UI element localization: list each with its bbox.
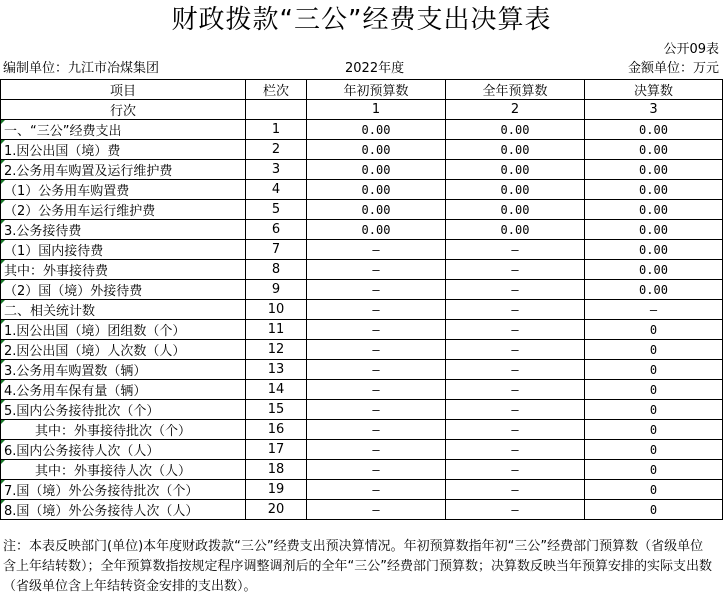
table-row bbox=[1, 260, 723, 280]
row-number: 1 bbox=[246, 120, 307, 140]
table-row bbox=[1, 500, 723, 520]
row-number: 12 bbox=[246, 340, 307, 360]
table-row bbox=[1, 360, 723, 380]
row-item: 2.因公出国（境）人次数（人） bbox=[1, 340, 246, 360]
row-number: 14 bbox=[246, 380, 307, 400]
table-row bbox=[1, 280, 723, 300]
row-number: 11 bbox=[246, 320, 307, 340]
table-row bbox=[1, 460, 723, 480]
row-item: （1）国内接待费 bbox=[1, 240, 246, 260]
form-number: 公开09表 bbox=[663, 42, 719, 57]
row-full-year-budget: 0.00 bbox=[446, 200, 585, 220]
table-row bbox=[1, 200, 723, 220]
row-initial-budget: — bbox=[307, 300, 446, 320]
row-final-accounts: 0 bbox=[585, 380, 723, 400]
table-row bbox=[1, 320, 723, 340]
row-item: 其中：外事接待批次（个） bbox=[1, 420, 246, 440]
row-initial-budget: 0.00 bbox=[307, 220, 446, 240]
row-full-year-budget: 0.00 bbox=[446, 140, 585, 160]
row-full-year-budget: — bbox=[446, 300, 585, 320]
row-full-year-budget: — bbox=[446, 240, 585, 260]
row-item: 二、相关统计数 bbox=[1, 300, 246, 320]
table-row bbox=[1, 380, 723, 400]
cell-marker-icon bbox=[1, 120, 5, 124]
table-row bbox=[1, 480, 723, 500]
table-row bbox=[1, 240, 723, 260]
header-initial-budget: 年初预算数 bbox=[307, 80, 446, 100]
cell-marker-icon bbox=[1, 460, 5, 464]
row-final-accounts: — bbox=[585, 300, 723, 320]
cell-marker-icon bbox=[1, 480, 5, 484]
expenditure-table bbox=[0, 79, 723, 520]
cell-marker-icon bbox=[1, 160, 5, 164]
row-final-accounts: 0.00 bbox=[585, 280, 723, 300]
cell-marker-icon bbox=[1, 200, 5, 204]
row-item: 2.公务用车购置及运行维护费 bbox=[1, 160, 246, 180]
cell-marker-icon bbox=[1, 240, 5, 244]
row-initial-budget: — bbox=[307, 480, 446, 500]
row-full-year-budget: — bbox=[446, 360, 585, 380]
row-number: 7 bbox=[246, 240, 307, 260]
index-col-2: 2 bbox=[446, 100, 585, 120]
header-item: 项目 bbox=[1, 80, 246, 100]
table-row bbox=[1, 440, 723, 460]
row-final-accounts: 0 bbox=[585, 420, 723, 440]
cell-marker-icon bbox=[1, 300, 5, 304]
header-row bbox=[1, 80, 723, 100]
cell-marker-icon bbox=[1, 500, 5, 504]
row-full-year-budget: — bbox=[446, 320, 585, 340]
table-row bbox=[1, 420, 723, 440]
row-final-accounts: 0.00 bbox=[585, 160, 723, 180]
row-item: （2）国（境）外接待费 bbox=[1, 280, 246, 300]
row-full-year-budget: — bbox=[446, 500, 585, 520]
row-item: 6.国内公务接待人次（人） bbox=[1, 440, 246, 460]
row-item: 7.国（境）外公务接待批次（个） bbox=[1, 480, 246, 500]
row-number: 17 bbox=[246, 440, 307, 460]
compiling-unit: 编制单位：九江市冶煤集团 bbox=[3, 61, 160, 76]
row-number: 10 bbox=[246, 300, 307, 320]
table-row bbox=[1, 160, 723, 180]
header-column-number: 栏次 bbox=[246, 80, 307, 100]
row-number: 9 bbox=[246, 280, 307, 300]
row-initial-budget: 0.00 bbox=[307, 180, 446, 200]
row-final-accounts: 0 bbox=[585, 400, 723, 420]
row-number: 4 bbox=[246, 180, 307, 200]
row-initial-budget: — bbox=[307, 340, 446, 360]
row-final-accounts: 0.00 bbox=[585, 180, 723, 200]
row-item: 其中：外事接待人次（人） bbox=[1, 460, 246, 480]
row-full-year-budget: — bbox=[446, 480, 585, 500]
row-full-year-budget: 0.00 bbox=[446, 160, 585, 180]
row-full-year-budget: 0.00 bbox=[446, 120, 585, 140]
cell-marker-icon bbox=[1, 180, 5, 184]
cell-marker-icon bbox=[1, 440, 5, 444]
row-number: 13 bbox=[246, 360, 307, 380]
table-row bbox=[1, 340, 723, 360]
row-full-year-budget: — bbox=[446, 380, 585, 400]
row-item: 4.公务用车保有量（辆） bbox=[1, 380, 246, 400]
row-item: 3.公务用车购置数（辆） bbox=[1, 360, 246, 380]
cell-marker-icon bbox=[1, 380, 5, 384]
fiscal-year: 2022年度 bbox=[345, 61, 405, 76]
row-final-accounts: 0 bbox=[585, 340, 723, 360]
row-number: 6 bbox=[246, 220, 307, 240]
index-row-label: 行次 bbox=[1, 100, 246, 120]
cell-marker-icon bbox=[1, 260, 5, 264]
row-initial-budget: — bbox=[307, 360, 446, 380]
row-full-year-budget: — bbox=[446, 260, 585, 280]
row-number: 20 bbox=[246, 500, 307, 520]
row-initial-budget: — bbox=[307, 280, 446, 300]
row-number: 5 bbox=[246, 200, 307, 220]
row-full-year-budget: — bbox=[446, 420, 585, 440]
row-initial-budget: — bbox=[307, 460, 446, 480]
index-col-3: 3 bbox=[585, 100, 723, 120]
row-number: 15 bbox=[246, 400, 307, 420]
index-col-1: 1 bbox=[307, 100, 446, 120]
row-final-accounts: 0.00 bbox=[585, 120, 723, 140]
table-row bbox=[1, 220, 723, 240]
row-number: 16 bbox=[246, 420, 307, 440]
index-row bbox=[1, 100, 723, 120]
row-item: 5.国内公务接待批次（个） bbox=[1, 400, 246, 420]
row-number: 8 bbox=[246, 260, 307, 280]
table-footnote: 注：本表反映部门(单位)本年度财政拨款“三公”经费支出预决算情况。年初预算数指年初“三公”经费部门预算数（省级单位含上年结转数）；全年预算数指按规定程序调整调剂后的全年“三公”经费部门预算数；决算数反映当年预算安排的实际支出数（省级单位含上年结转资金安排的支出数）。 bbox=[3, 539, 712, 594]
row-number: 19 bbox=[246, 480, 307, 500]
row-initial-budget: 0.00 bbox=[307, 140, 446, 160]
row-initial-budget: 0.00 bbox=[307, 200, 446, 220]
row-initial-budget: — bbox=[307, 440, 446, 460]
cell-marker-icon bbox=[1, 360, 5, 364]
row-initial-budget: — bbox=[307, 500, 446, 520]
page-title: 财政拨款“三公”经费支出决算表 bbox=[171, 5, 552, 35]
row-initial-budget: 0.00 bbox=[307, 160, 446, 180]
cell-marker-icon bbox=[1, 140, 5, 144]
row-initial-budget: — bbox=[307, 420, 446, 440]
row-initial-budget: — bbox=[307, 240, 446, 260]
row-initial-budget: — bbox=[307, 320, 446, 340]
row-item: 3.公务接待费 bbox=[1, 220, 246, 240]
table-row bbox=[1, 400, 723, 420]
index-row-empty bbox=[246, 100, 307, 120]
row-item: 其中：外事接待费 bbox=[1, 260, 246, 280]
row-item: 1.因公出国（境）团组数（个） bbox=[1, 320, 246, 340]
header-final-accounts: 决算数 bbox=[585, 80, 723, 100]
money-unit: 金额单位：万元 bbox=[627, 61, 719, 76]
row-final-accounts: 0 bbox=[585, 360, 723, 380]
row-initial-budget: — bbox=[307, 400, 446, 420]
row-full-year-budget: — bbox=[446, 460, 585, 480]
row-item: （2）公务用车运行维护费 bbox=[1, 200, 246, 220]
header-full-year-budget: 全年预算数 bbox=[446, 80, 585, 100]
row-initial-budget: 0.00 bbox=[307, 120, 446, 140]
row-number: 2 bbox=[246, 140, 307, 160]
row-item: （1）公务用车购置费 bbox=[1, 180, 246, 200]
table-row bbox=[1, 120, 723, 140]
row-full-year-budget: — bbox=[446, 340, 585, 360]
cell-marker-icon bbox=[1, 400, 5, 404]
row-number: 18 bbox=[246, 460, 307, 480]
row-initial-budget: — bbox=[307, 380, 446, 400]
row-final-accounts: 0 bbox=[585, 440, 723, 460]
row-final-accounts: 0 bbox=[585, 460, 723, 480]
row-full-year-budget: — bbox=[446, 440, 585, 460]
table-row bbox=[1, 140, 723, 160]
row-number: 3 bbox=[246, 160, 307, 180]
cell-marker-icon bbox=[1, 320, 5, 324]
row-final-accounts: 0.00 bbox=[585, 200, 723, 220]
row-final-accounts: 0.00 bbox=[585, 140, 723, 160]
row-final-accounts: 0.00 bbox=[585, 240, 723, 260]
row-item: 8.国（境）外公务接待人次（人） bbox=[1, 500, 246, 520]
row-item: 一、“三公”经费支出 bbox=[1, 120, 246, 140]
row-item: 1.因公出国（境）费 bbox=[1, 140, 246, 160]
row-final-accounts: 0 bbox=[585, 500, 723, 520]
row-final-accounts: 0.00 bbox=[585, 220, 723, 240]
row-final-accounts: 0 bbox=[585, 320, 723, 340]
row-final-accounts: 0 bbox=[585, 480, 723, 500]
table-row bbox=[1, 180, 723, 200]
cell-marker-icon bbox=[1, 340, 5, 344]
row-full-year-budget: — bbox=[446, 280, 585, 300]
cell-marker-icon bbox=[1, 420, 5, 424]
row-full-year-budget: — bbox=[446, 400, 585, 420]
row-full-year-budget: 0.00 bbox=[446, 180, 585, 200]
row-final-accounts: 0.00 bbox=[585, 260, 723, 280]
row-initial-budget: — bbox=[307, 260, 446, 280]
row-full-year-budget: 0.00 bbox=[446, 220, 585, 240]
table-row bbox=[1, 300, 723, 320]
cell-marker-icon bbox=[1, 280, 5, 284]
cell-marker-icon bbox=[1, 220, 5, 224]
